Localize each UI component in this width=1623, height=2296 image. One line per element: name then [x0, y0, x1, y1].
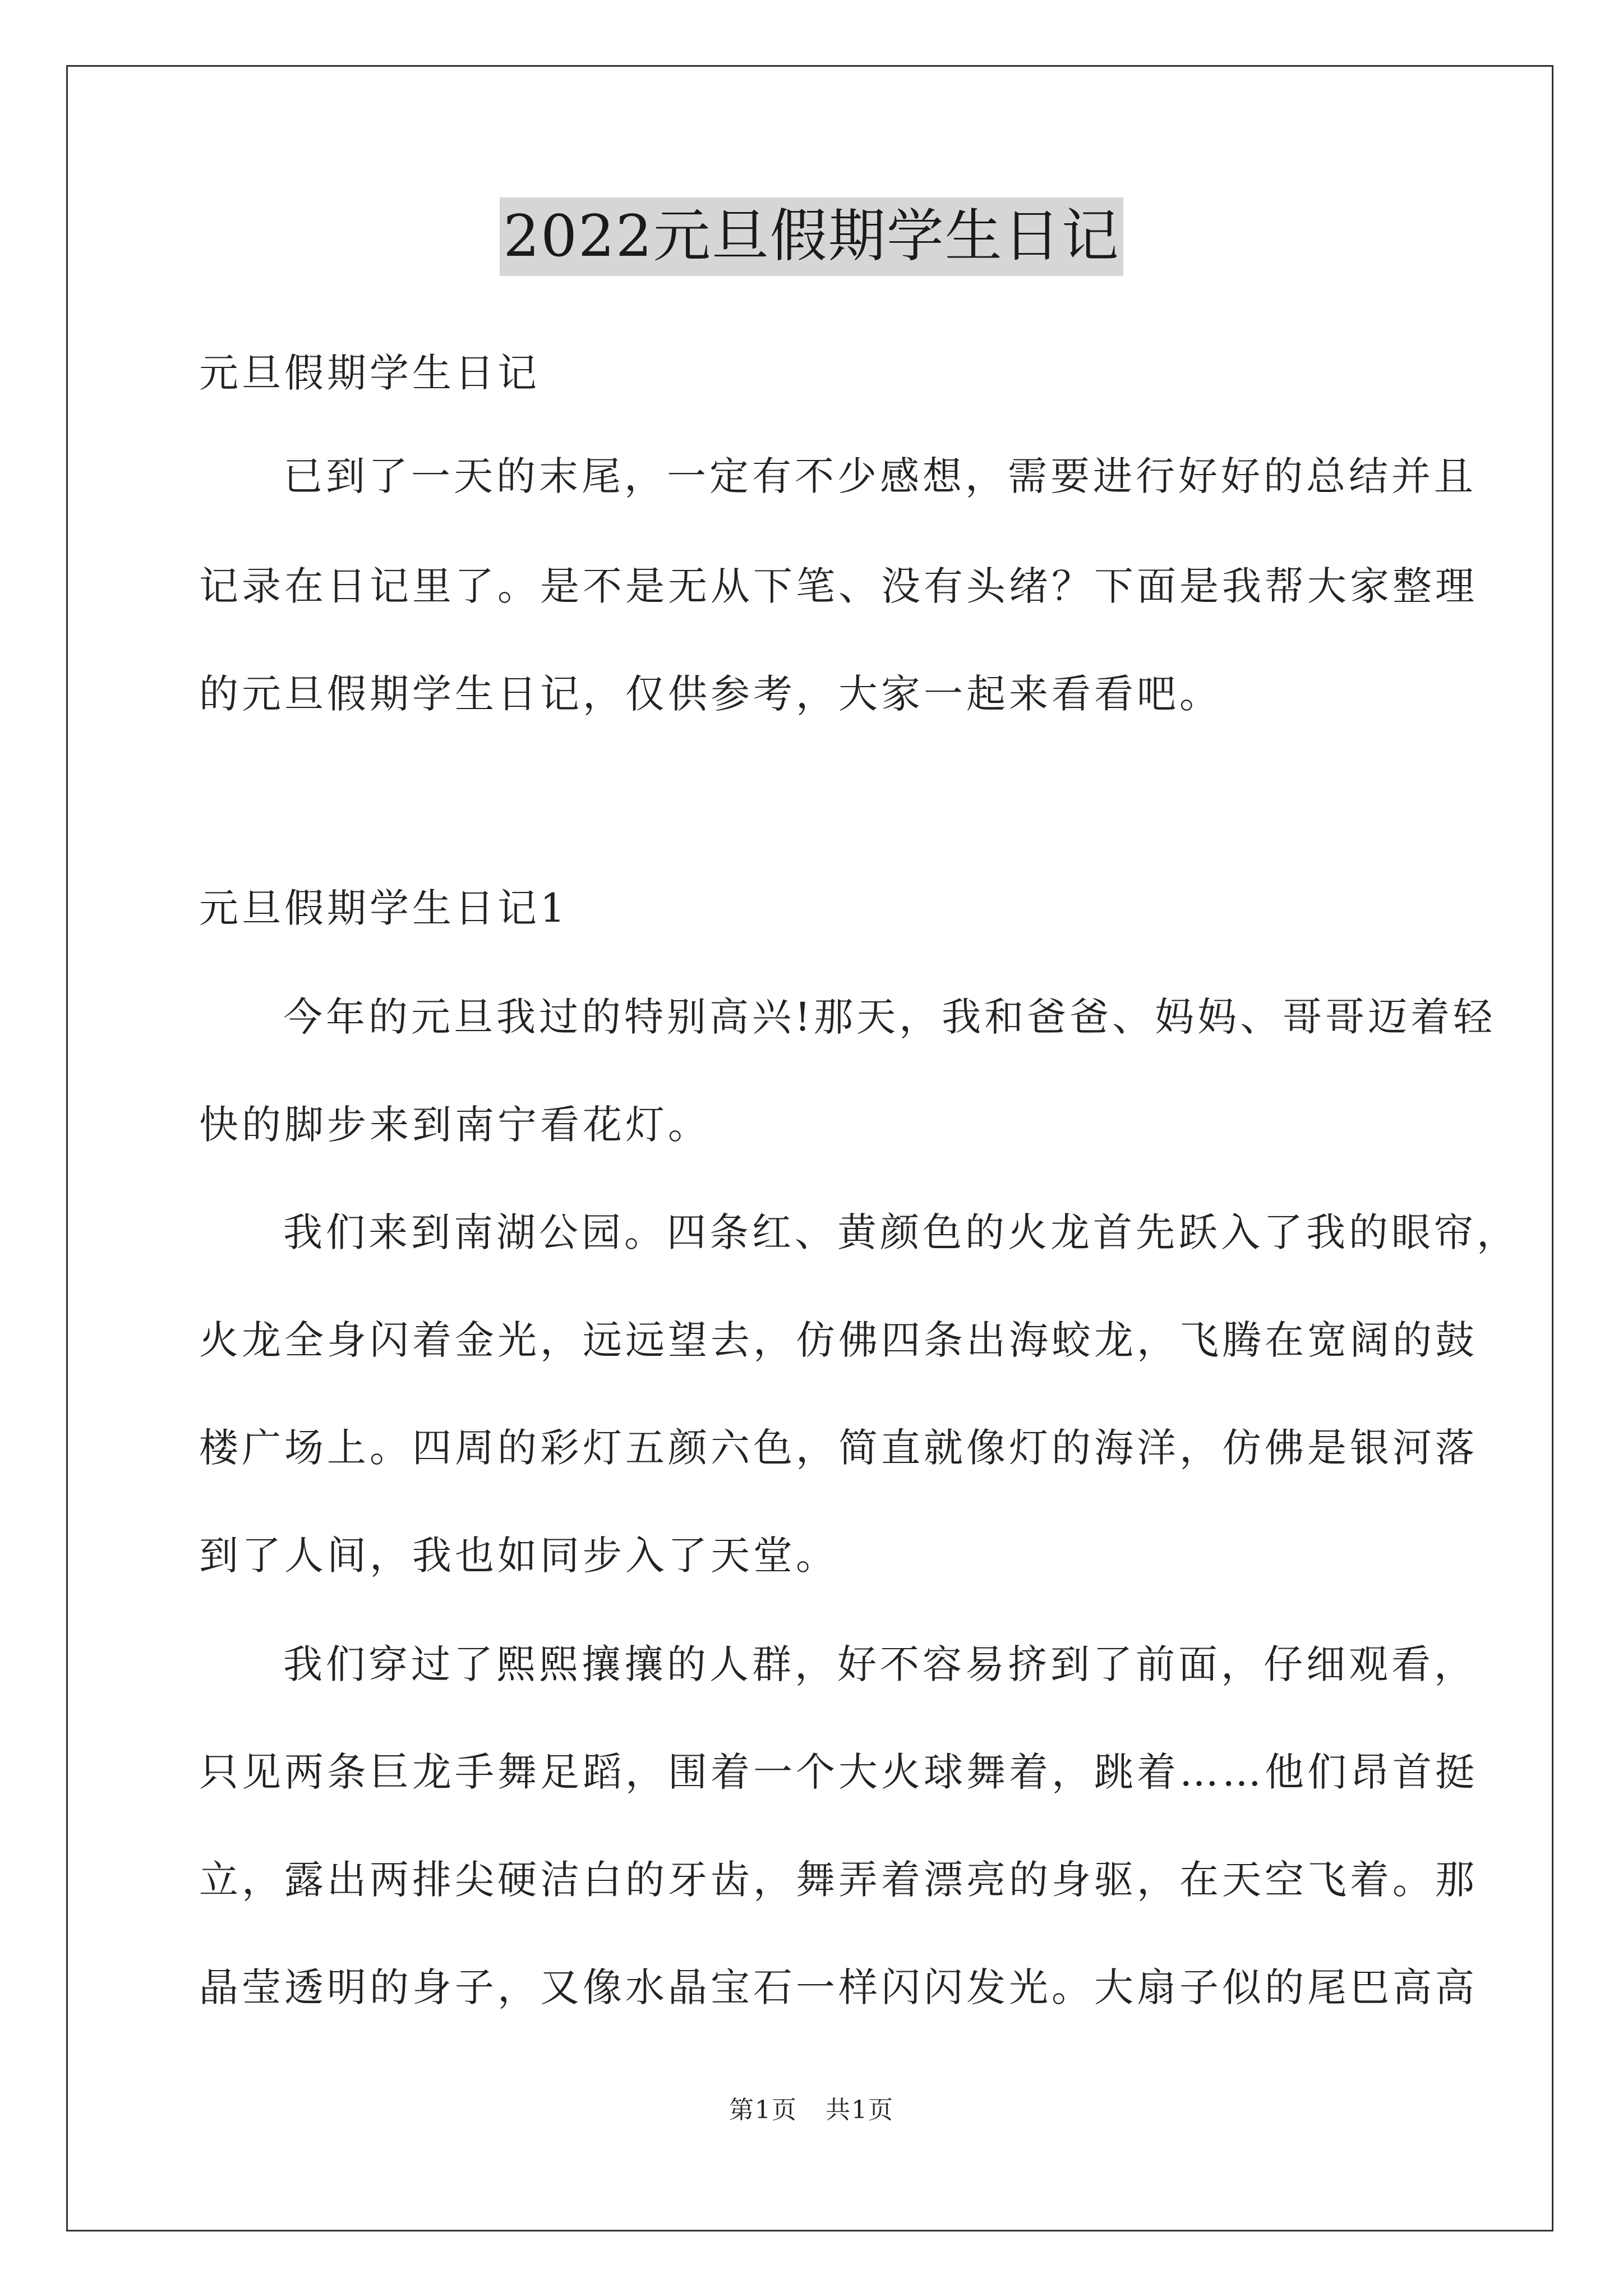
paragraph-line: 楼广场上。四周的彩灯五颜六色，简直就像灯的海洋，仿佛是银河落: [199, 1425, 1478, 1471]
paragraph-line: 已到了一天的末尾，一定有不少感想，需要进行好好的总结并且: [283, 453, 1477, 499]
paragraph-line: 快的脚步来到南宁看花灯。: [199, 1102, 711, 1148]
paragraph-line: 我们来到南湖公园。四条红、黄颜色的火龙首先跃入了我的眼帘，: [283, 1209, 1519, 1255]
paragraph-line: 到了人间，我也如同步入了天堂。: [199, 1533, 838, 1579]
paragraph-line: 今年的元旦我过的特别高兴!那天，我和爸爸、妈妈、哥哥迈着轻: [283, 994, 1496, 1040]
title-container: [0, 197, 1623, 276]
paragraph-line: 立，露出两排尖硬洁白的牙齿，舞弄着漂亮的身驱，在天空飞着。那: [199, 1857, 1478, 1903]
paragraph-line: 火龙全身闪着金光，远远望去，仿佛四条出海蛟龙，飞腾在宽阔的鼓: [199, 1317, 1478, 1363]
paragraph-line: 记录在日记里了。是不是无从下笔、没有头绪？下面是我帮大家整理: [199, 563, 1478, 609]
page-footer: [0, 2090, 1623, 2125]
paragraph-line: 我们穿过了熙熙攘攘的人群，好不容易挤到了前面，仔细观看，: [283, 1641, 1477, 1687]
paragraph-line: 的元旦假期学生日记，仅供参考，大家一起来看看吧。: [199, 671, 1222, 717]
section-heading: 元旦假期学生日记1: [199, 885, 569, 931]
paragraph-line: 只见两条巨龙手舞足蹈，围着一个大火球舞着，跳着……他们昂首挺: [199, 1749, 1478, 1795]
page-number: 第1页: [729, 2096, 797, 2124]
document-title: 2022元旦假期学生日记: [500, 197, 1123, 276]
page-count: 共1页: [826, 2096, 894, 2124]
section-heading: 元旦假期学生日记: [199, 350, 540, 396]
paragraph-line: 晶莹透明的身子，又像水晶宝石一样闪闪发光。大扇子似的尾巴高高: [199, 1964, 1478, 2010]
